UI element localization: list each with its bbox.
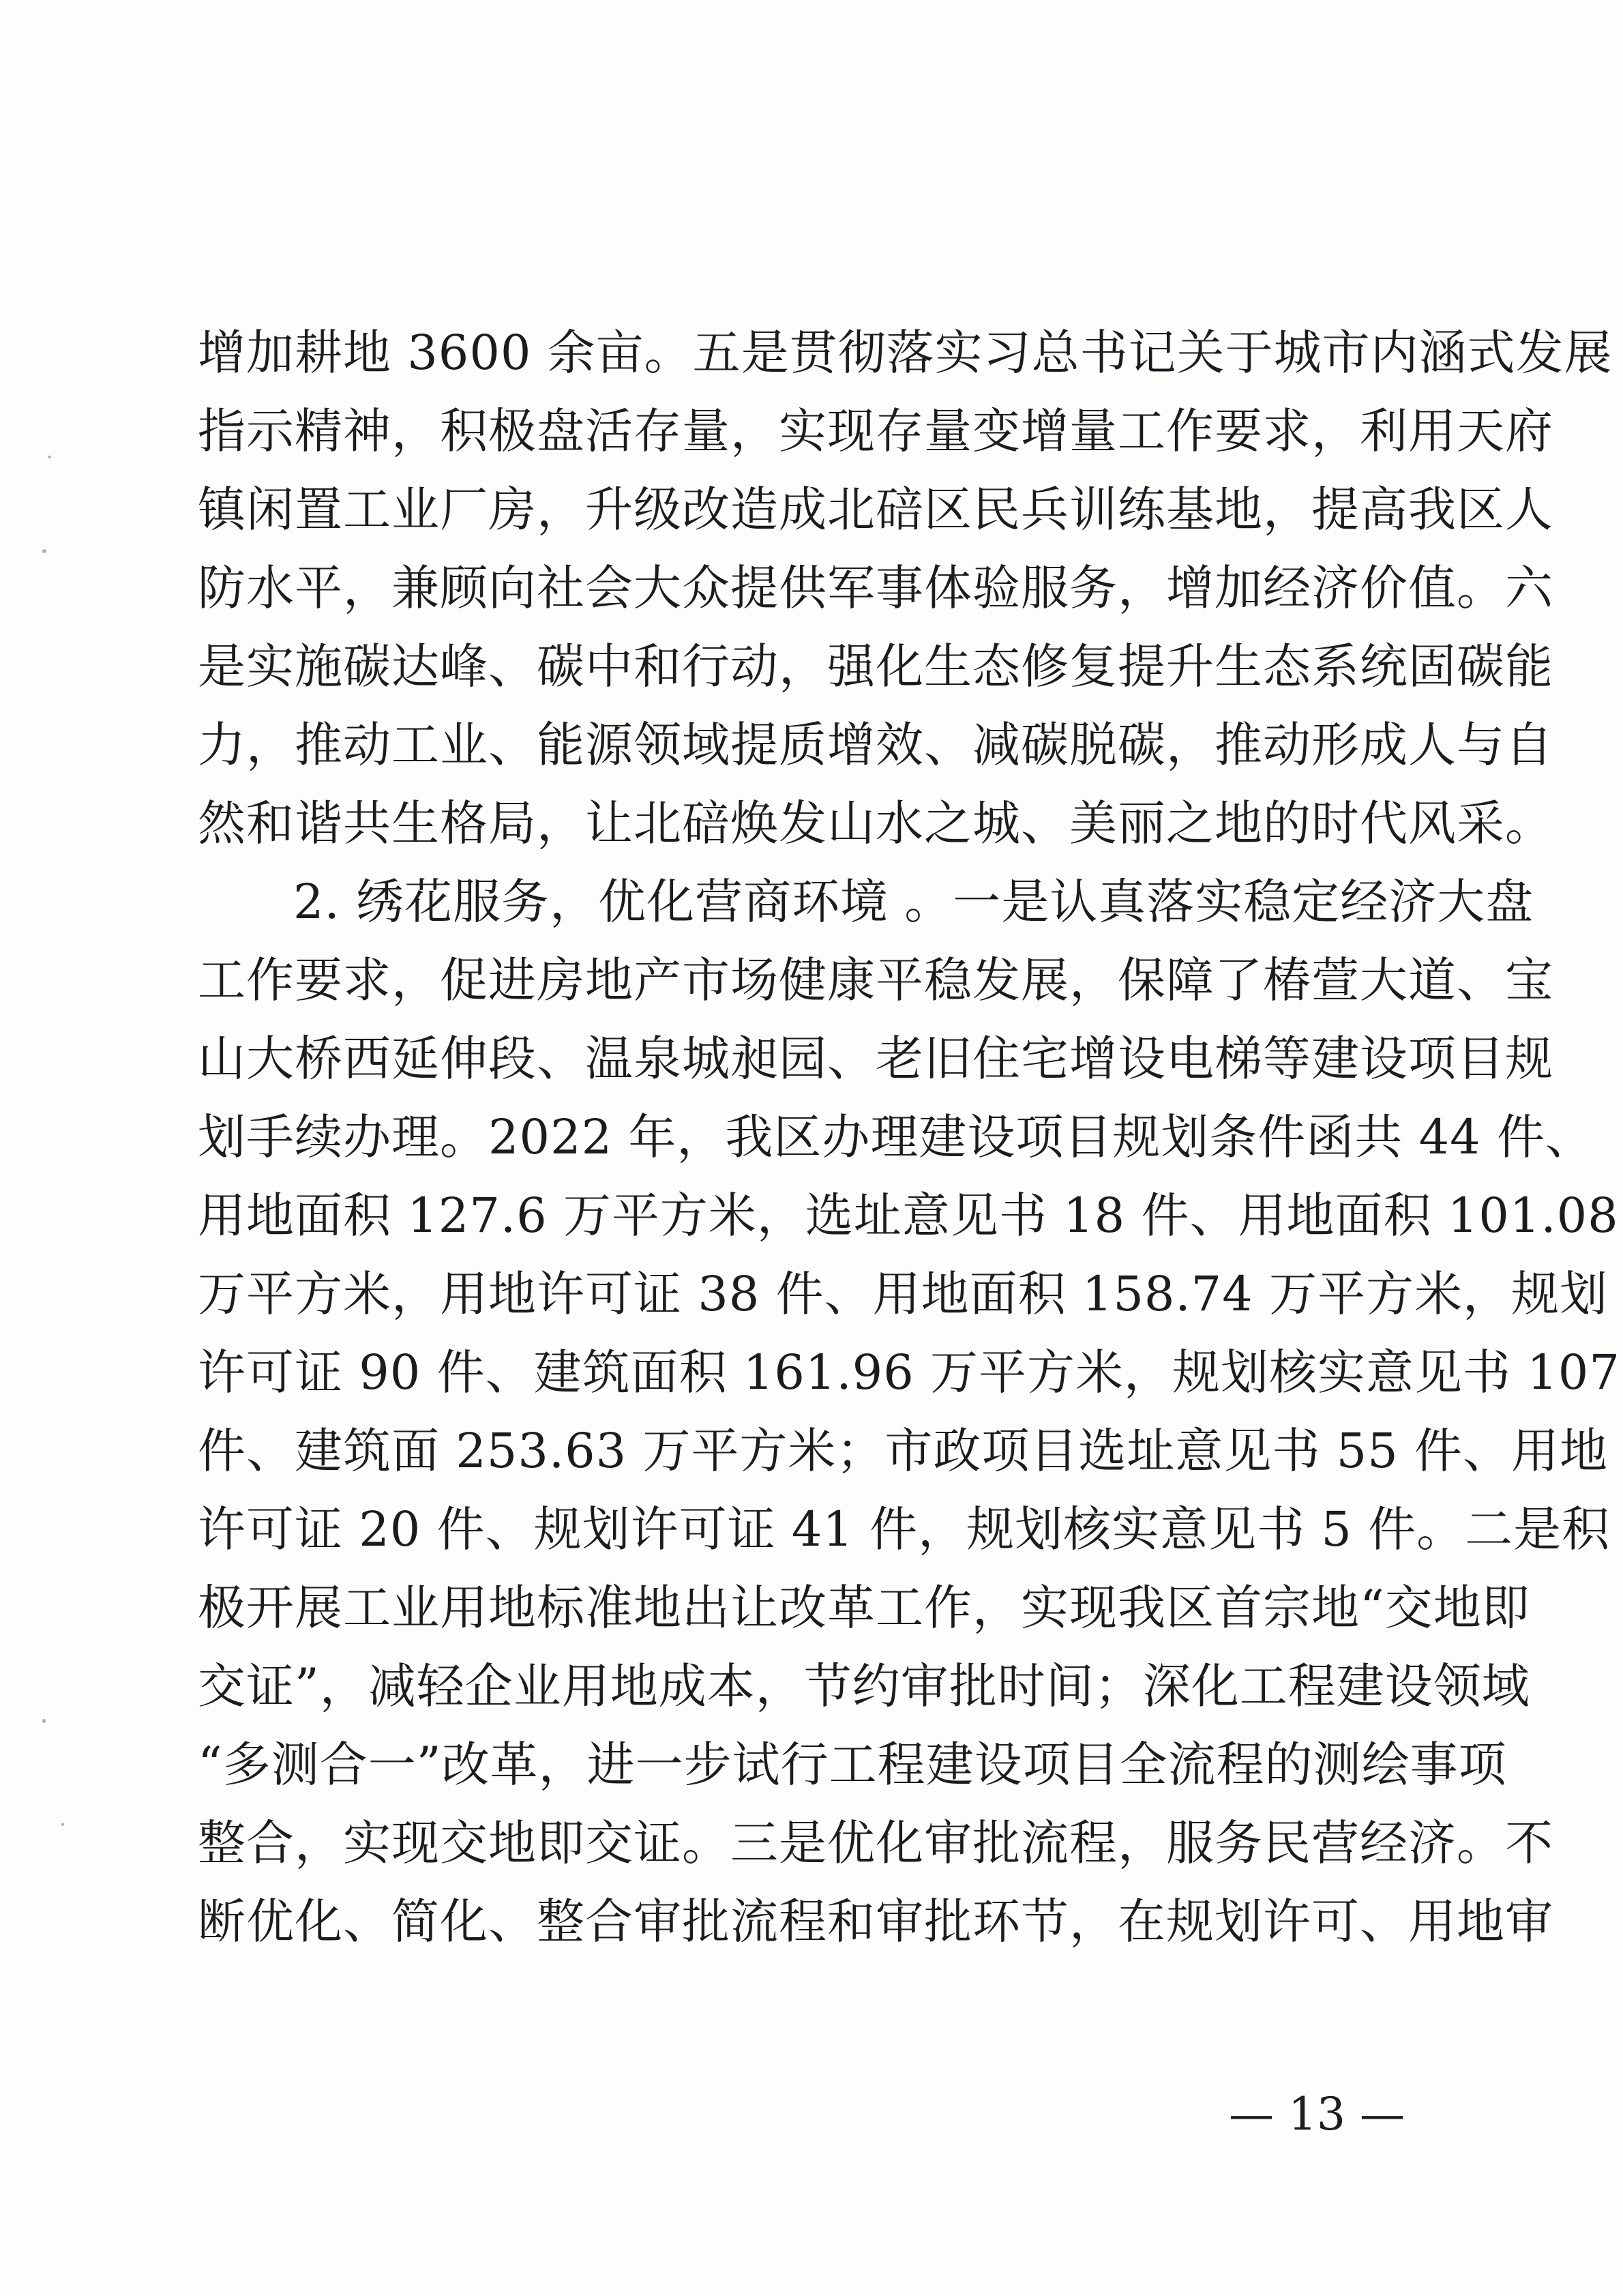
text-line: 增加耕地 3600 余亩。五是贯彻落实习总书记关于城市内涵式发展: [198, 325, 1613, 381]
body-text: [198, 314, 1620, 1961]
text-line: 极开展工业用地标准地出让改革工作，实现我区首宗地“交地即: [198, 1580, 1530, 1636]
section-heading-line: 2. 绣花服务，优化营商环境 。一是认真落实稳定经济大盘: [293, 874, 1534, 930]
text-line: 件、建筑面 253.63 万平方米；市政项目选址意见书 55 件、用地: [198, 1423, 1609, 1479]
text-line: 断优化、简化、整合审批流程和审批环节，在规划许可、用地审: [198, 1894, 1553, 1949]
text-line: 划手续办理。2022 年，我区办理建设项目规划条件函共 44 件、: [198, 1109, 1594, 1165]
text-line: 许可证 90 件、建筑面积 161.96 万平方米，规划核实意见书 107: [198, 1344, 1620, 1400]
text-line: 是实施碳达峰、碳中和行动，强化生态修复提升生态系统固碳能: [198, 638, 1553, 694]
text-line: 交证”，减轻企业用地成本，节约审批时间；深化工程建设领域: [198, 1658, 1530, 1714]
text-line: 许可证 20 件、规划许可证 41 件，规划核实意见书 5 件。二是积: [198, 1501, 1611, 1557]
scan-speck: [48, 456, 51, 458]
text-line: 工作要求，促进房地产市场健康平稳发展，保障了椿萱大道、宝: [198, 952, 1553, 1008]
text-line: 山大桥西延伸段、温泉城昶园、老旧住宅增设电梯等建设项目规: [198, 1031, 1553, 1087]
text-line: 整合，实现交地即交证。三是优化审批流程，服务民营经济。不: [198, 1815, 1553, 1871]
scan-speck: [61, 1823, 64, 1826]
text-line: 镇闲置工业厂房，升级改造成北碚区民兵训练基地，提高我区人: [198, 482, 1553, 538]
text-line: 防水平，兼顾向社会大众提供军事体验服务，增加经济价值。六: [198, 560, 1553, 616]
text-line: 力，推动工业、能源领域提质增效、减碳脱碳，推动形成人与自: [198, 717, 1553, 773]
text-line: 指示精神，积极盘活存量，实现存量变增量工作要求，利用天府: [198, 403, 1553, 459]
scan-speck: [42, 1719, 46, 1723]
text-line: “多测合一”改革，进一步试行工程建设项目全流程的测绘事项: [198, 1737, 1507, 1793]
page-number: — 13 —: [1229, 2088, 1405, 2140]
text-line: 然和谐共生格局，让北碚焕发山水之城、美丽之地的时代风采。: [198, 795, 1553, 851]
text-line: 用地面积 127.6 万平方米，选址意见书 18 件、用地面积 101.08: [198, 1188, 1619, 1243]
scan-speck: [42, 549, 46, 553]
text-line: 万平方米，用地许可证 38 件、用地面积 158.74 万平方米，规划: [198, 1266, 1609, 1322]
